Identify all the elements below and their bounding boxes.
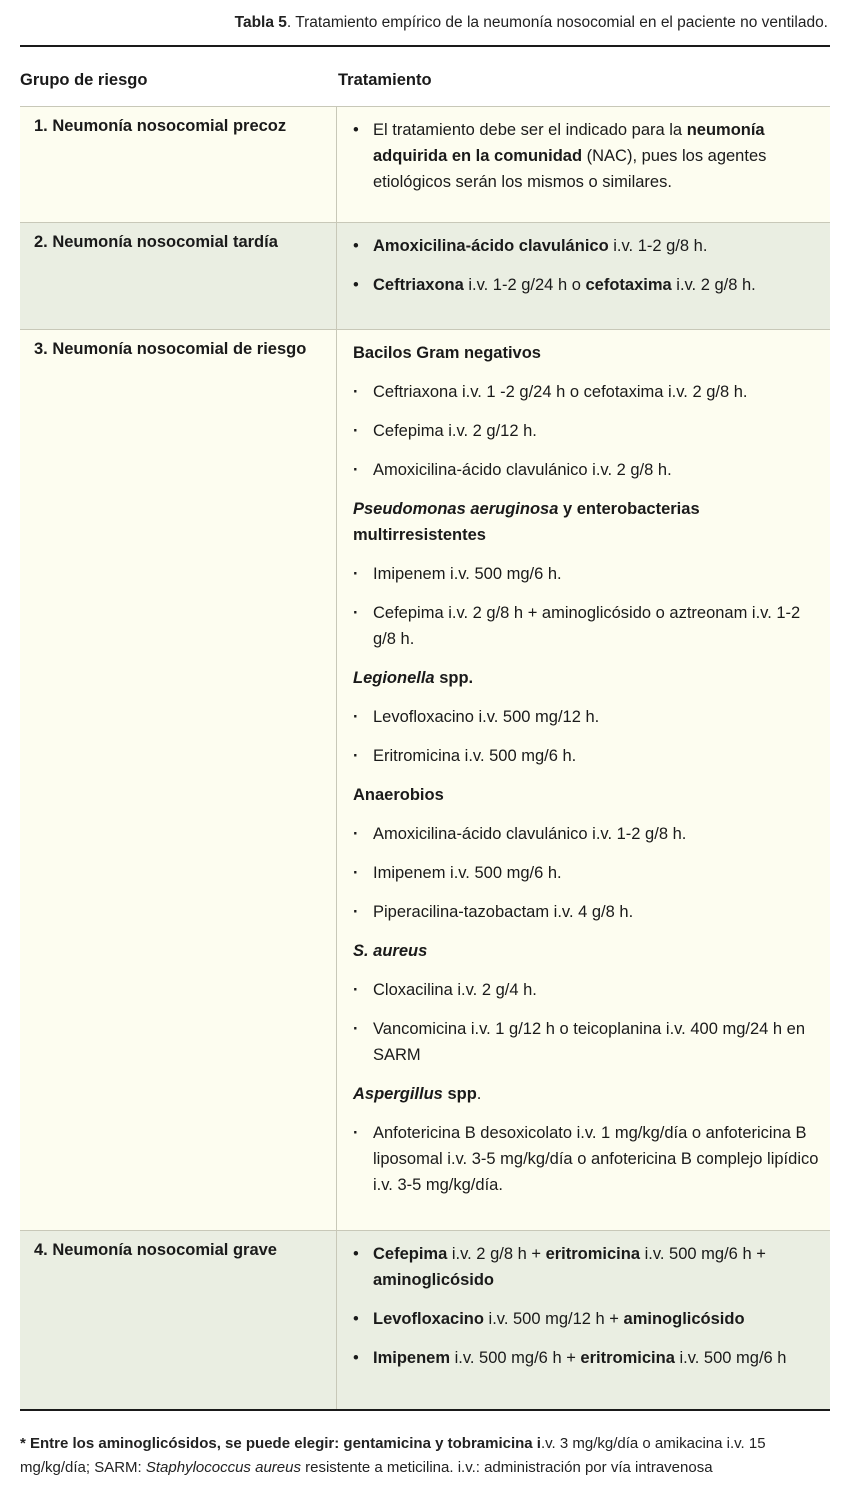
bullet-icon: • — [353, 237, 359, 255]
header-group: Grupo de riesgo — [20, 71, 148, 89]
column-divider — [336, 1231, 337, 1410]
list-item — [353, 821, 824, 847]
bottom-rule — [20, 1409, 830, 1411]
bullet-icon: · — [353, 383, 359, 401]
list-item — [353, 1345, 824, 1371]
list-item — [353, 457, 824, 483]
item-text: Cloxacilina i.v. 2 g/4 h. — [373, 981, 537, 999]
treatment-cell — [353, 233, 824, 311]
bullet-icon: · — [353, 903, 359, 921]
text-run: Cefepima — [373, 1245, 448, 1263]
list-item — [353, 860, 824, 886]
bullet-icon: · — [353, 981, 359, 999]
text-run: y enterobacterias multirresistentes — [353, 500, 700, 544]
item-text: Cefepima i.v. 2 g/12 h. — [373, 422, 537, 440]
item-text: Levofloxacino i.v. 500 mg/12 h. — [373, 708, 600, 726]
text-run: i.v. 1-2 g/24 h o — [463, 276, 586, 294]
table-caption — [235, 14, 828, 32]
bullet-icon: · — [353, 1124, 359, 1142]
text-run: aminoglicósido — [373, 1271, 495, 1289]
table-row — [20, 1230, 830, 1410]
list-item — [353, 977, 824, 1003]
text-run: i.v. 500 mg/6 h + — [450, 1349, 581, 1367]
text-run: neumonía adquirida en la comunidad — [373, 121, 765, 165]
caption-label: Tabla 5 — [234, 14, 287, 31]
text-run: aminoglicósido — [623, 1310, 745, 1328]
text-run: i.v. 500 mg/6 h + — [640, 1245, 766, 1263]
bullet-icon: · — [353, 461, 359, 479]
bullet-icon: · — [353, 708, 359, 726]
bullet-icon: • — [353, 276, 359, 294]
item-text: Ceftriaxona i.v. 1 -2 g/24 h o cefotaxima i.v. 2 g/8 h. — [373, 383, 748, 401]
text-run: i.v. 2 g/8 h. — [671, 276, 756, 294]
list-item — [353, 899, 824, 925]
table-row — [20, 329, 830, 1231]
list-item — [353, 1306, 824, 1332]
treatment-cell — [353, 1241, 824, 1384]
treatment-cell — [353, 340, 824, 1211]
text-run: * Entre los aminoglicósidos, se puede elegir: gentamicina y tobramicina i — [20, 1435, 541, 1452]
list-item — [353, 1241, 824, 1293]
section-title — [353, 496, 824, 548]
item-text: Imipenem i.v. 500 mg/6 h. — [373, 565, 562, 583]
section-title — [353, 665, 824, 691]
bullet-icon: · — [353, 565, 359, 583]
text-run: Pseudomonas aeruginosa — [353, 500, 559, 518]
text-run: Amoxicilina-ácido clavulánico — [373, 237, 609, 255]
list-item — [353, 379, 824, 405]
column-divider — [336, 223, 337, 330]
list-item — [353, 272, 824, 298]
bullet-icon: · — [353, 422, 359, 440]
list-item — [353, 743, 824, 769]
list-item — [353, 1016, 824, 1068]
list-item — [353, 561, 824, 587]
caption-text: . Tratamiento empírico de la neumonía nosocomial en el paciente no ventilado. — [286, 14, 828, 31]
list-item — [353, 233, 824, 259]
list-item — [353, 600, 824, 652]
text-run: S. aureus — [353, 942, 428, 960]
table-row — [20, 222, 830, 330]
text-run: . — [476, 1085, 482, 1103]
item-text: Piperacilina-tazobactam i.v. 4 g/8 h. — [373, 903, 634, 921]
group-label: 1. Neumonía nosocomial precoz — [34, 117, 287, 135]
text-run: Anaerobios — [353, 786, 444, 804]
item-text: Amoxicilina-ácido clavulánico i.v. 1-2 g/8 h. — [373, 825, 687, 843]
section-title — [353, 340, 824, 366]
top-rule — [20, 45, 830, 47]
text-run: spp — [442, 1085, 477, 1103]
item-text: Anfotericina B desoxicolato i.v. 1 mg/kg/día o anfotericina B liposomal i.v. 3-5 mg/kg/día o anfotericina B complejo lipídico i.v. 3-5 mg/kg/día. — [373, 1124, 819, 1194]
bullet-icon: · — [353, 1020, 359, 1038]
table-row — [20, 106, 830, 223]
text-run: spp. — [434, 669, 474, 687]
text-run: Ceftriaxona — [373, 276, 464, 294]
column-divider — [336, 107, 337, 223]
text-run: (NAC), pues los agentes etiológicos serán los mismos o similares. — [373, 147, 767, 191]
text-run: i.v. 1-2 g/8 h. — [608, 237, 708, 255]
text-run: Levofloxacino — [373, 1310, 484, 1328]
text-run: Legionella — [353, 669, 435, 687]
bullet-icon: • — [353, 121, 359, 139]
text-run: cefotaxima — [585, 276, 672, 294]
header-treatment: Tratamiento — [338, 71, 432, 89]
bullet-icon: • — [353, 1349, 359, 1367]
section-title — [353, 782, 824, 808]
group-label: 3. Neumonía nosocomial de riesgo — [34, 340, 307, 358]
text-run: El tratamiento debe ser el indicado para la — [373, 121, 687, 139]
bullet-icon: • — [353, 1245, 359, 1263]
bullet-icon: • — [353, 1310, 359, 1328]
text-run: Aspergillus — [353, 1085, 443, 1103]
text-run: Imipenem — [373, 1349, 451, 1367]
text-run: i.v. 500 mg/6 h — [674, 1349, 787, 1367]
bullet-icon: · — [353, 747, 359, 765]
text-run: i.v. 2 g/8 h + — [447, 1245, 546, 1263]
text-run: eritromicina — [580, 1349, 675, 1367]
bullet-icon: · — [353, 825, 359, 843]
section-title — [353, 1081, 824, 1107]
list-item — [353, 704, 824, 730]
item-text: Cefepima i.v. 2 g/8 h + aminoglicósido o aztreonam i.v. 1-2 g/8 h. — [373, 604, 801, 648]
section-title — [353, 938, 824, 964]
item-text: Imipenem i.v. 500 mg/6 h. — [373, 864, 562, 882]
text-run: Staphylococcus aureus — [145, 1459, 301, 1476]
item-text: Vancomicina i.v. 1 g/12 h o teicoplanina i.v. 400 mg/24 h en SARM — [373, 1020, 806, 1064]
group-label: 4. Neumonía nosocomial grave — [34, 1241, 277, 1259]
text-run: Bacilos Gram negativos — [353, 344, 541, 362]
bullet-icon: · — [353, 604, 359, 622]
treatment-cell — [353, 117, 824, 208]
text-run: .v. 3 mg/kg/día o amikacina i.v. 15 mg/kg/día; SARM: — [20, 1435, 766, 1476]
text-run: resistente a meticilina. i.v.: administración por vía intravenosa — [300, 1459, 713, 1476]
list-item — [353, 117, 824, 195]
column-divider — [336, 330, 337, 1231]
list-item — [353, 1120, 824, 1198]
footnote — [20, 1432, 830, 1480]
item-text: Eritromicina i.v. 500 mg/6 h. — [373, 747, 577, 765]
text-run: i.v. 500 mg/12 h + — [483, 1310, 624, 1328]
bullet-icon: · — [353, 864, 359, 882]
text-run: eritromicina — [545, 1245, 641, 1263]
item-text: Amoxicilina-ácido clavulánico i.v. 2 g/8 h. — [373, 461, 672, 479]
group-label: 2. Neumonía nosocomial tardía — [34, 233, 278, 251]
list-item — [353, 418, 824, 444]
